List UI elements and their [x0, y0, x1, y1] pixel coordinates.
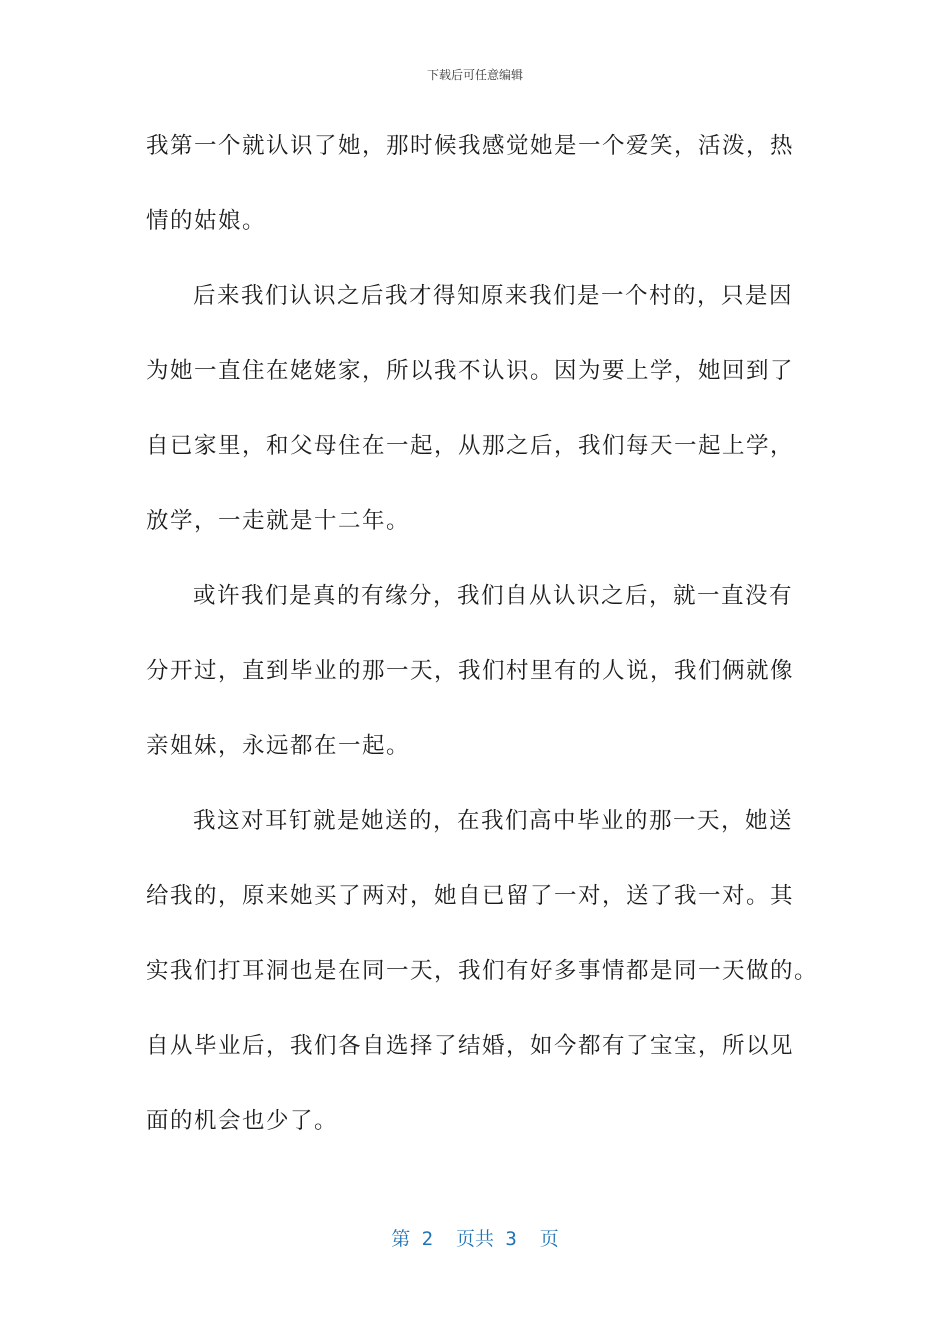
text-line: 自已家里，和父母住在一起，从那之后，我们每天一起上学，: [146, 433, 795, 459]
text-line: 为她一直住在姥姥家，所以我不认识。因为要上学，她回到了: [146, 358, 795, 384]
text-line: 情的姑娘。: [146, 208, 267, 234]
text-line: 实我们打耳洞也是在同一天，我们有好多事情都是同一天做的。: [146, 958, 819, 984]
text-line: 我第一个就认识了她，那时候我感觉她是一个爱笑，活泼，热: [146, 133, 795, 159]
page-header: 下载后可任意编辑: [426, 68, 523, 82]
paragraph-start-line: 后来我们认识之后我才得知原来我们是一个村的，只是因: [193, 283, 794, 309]
document-body: [146, 120, 819, 1170]
paragraph-start-line: 我这对耳钉就是她送的，在我们高中毕业的那一天，她送: [193, 808, 794, 834]
text-line: 放学，一走就是十二年。: [146, 508, 411, 534]
text-line: 亲姐妹，永远都在一起。: [146, 733, 411, 759]
page-number-footer: 第 2 页共 3 页: [391, 1228, 559, 1250]
text-line: 面的机会也少了。: [146, 1108, 339, 1134]
text-line: 分开过，直到毕业的那一天，我们村里有的人说，我们俩就像: [146, 658, 795, 684]
paragraph-start-line: 或许我们是真的有缘分，我们自从认识之后，就一直没有: [193, 583, 794, 609]
text-line: 自从毕业后，我们各自选择了结婚，如今都有了宝宝，所以见: [146, 1033, 795, 1059]
text-line: 给我的，原来她买了两对，她自已留了一对，送了我一对。其: [146, 883, 795, 909]
